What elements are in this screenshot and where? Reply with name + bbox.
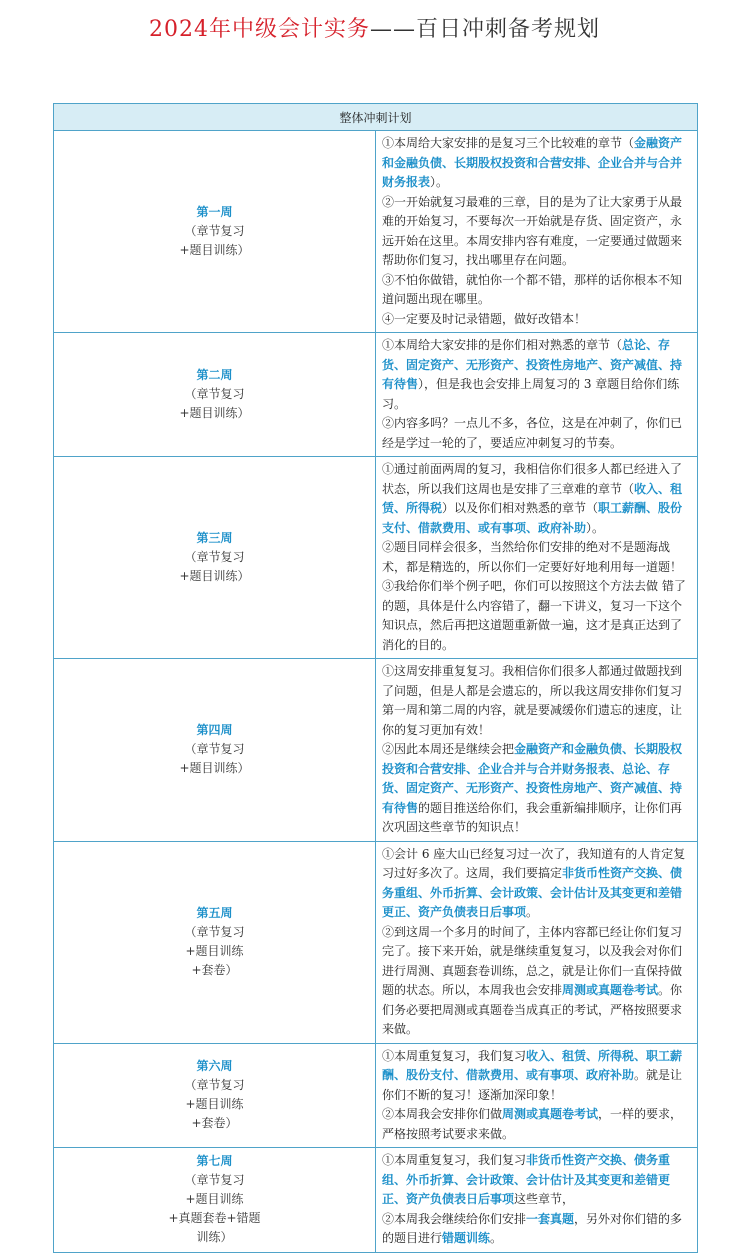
week-label-cell	[54, 659, 376, 842]
week-subtitle: +题目训练）	[179, 406, 250, 420]
paragraph-text: ③不怕你做错，就怕你一个都不错，那样的话你根本不知道问题出现在哪里。	[382, 272, 683, 306]
title-plan: 百日冲刺备考规划	[415, 17, 600, 42]
plan-paragraph	[382, 662, 691, 740]
paragraph-text: 。就是让你们不断的复习！逐渐加深印象！	[382, 1068, 683, 1102]
plan-paragraph	[382, 845, 691, 923]
plan-paragraph	[382, 414, 691, 453]
week-content-cell	[376, 457, 698, 659]
plan-paragraph	[382, 134, 691, 193]
week-label-cell	[54, 1043, 376, 1148]
paragraph-text: ④一定要及时记录错题，做好改错本！	[382, 311, 587, 326]
week-subtitle: +题目训练）	[179, 761, 250, 776]
paragraph-text: ②本周我会安排你们做	[382, 1107, 503, 1121]
paragraph-text: 。	[490, 1231, 503, 1245]
paragraph-text: ②题目同样会很多，当然给你们安排的绝对不是题海战术，都是精选的，所以你们一定要好好地利用每一道题！	[382, 540, 683, 574]
week-title: 第七周	[196, 1154, 233, 1169]
paragraph-text: ①本周给大家安排的是你们相对熟悉的章节（	[382, 338, 623, 352]
week-row	[54, 1148, 698, 1253]
chapter-highlight: 周测或真题卷考试	[562, 983, 659, 997]
week-label-cell	[54, 457, 376, 659]
chapter-highlight: 非货币性资产交换、债务重组、外币折算、会计政策、会计估计及其变更和差错更正、资产负债表日后事项	[382, 866, 683, 919]
plan-paragraph	[382, 1047, 691, 1106]
week-label-cell	[54, 1148, 376, 1253]
week-content-cell	[376, 841, 698, 1043]
paragraph-text: ①本周给大家安排的是复习三个比较难的章节（	[382, 136, 635, 150]
week-title: 第一周	[196, 205, 233, 219]
week-row	[54, 457, 698, 659]
plan-paragraph	[382, 923, 691, 1040]
week-subtitle: （章节复习	[184, 925, 245, 939]
chapter-highlight: 职工薪酬、股份支付、借款费用、或有事项、政府补助	[382, 501, 683, 535]
paragraph-text: ，另外对你们错的多的题目进行	[382, 1211, 683, 1245]
plan-paragraph	[382, 1151, 691, 1210]
plan-paragraph	[382, 577, 691, 655]
week-row	[54, 131, 698, 333]
paragraph-text: ①会计 6 座大山已经复习过一次了，我知道有的人肯定复习过好多次了。这周，我们要搞定	[382, 846, 686, 880]
paragraph-text: 。	[526, 905, 539, 919]
title-dash: ——	[369, 17, 416, 42]
week-subtitle: +题目训练	[185, 944, 244, 958]
week-row	[54, 841, 698, 1043]
week-content-cell	[376, 333, 698, 457]
paragraph-text: ①这周安排重复复习。我相信你们很多人都通过做题找到了问题，但是人都是会遗忘的，所以我这周安排你们复习第一周和第二周的内容，就是要减缓你们遗忘的速度，让你的复习更加有效！	[382, 664, 683, 737]
plan-paragraph	[382, 336, 691, 414]
week-label-cell	[54, 333, 376, 457]
week-subtitle: （章节复习	[184, 742, 245, 757]
week-row	[54, 659, 698, 842]
paragraph-text: ①本周重复复习，我们复习	[382, 1153, 527, 1167]
plan-paragraph	[382, 460, 691, 538]
week-subtitle: +套卷）	[191, 963, 238, 977]
chapter-highlight: 金融资产和金融负债、长期股权投资和合营安排、企业合并与合并财务报表	[382, 136, 683, 189]
week-subtitle: （章节复习	[184, 387, 245, 401]
paragraph-text: 的题目推送给你们，我会重新编排顺序，让你们再次巩固这些章节的知识点！	[382, 800, 683, 834]
paragraph-text: ）。	[430, 175, 449, 189]
paragraph-text: ）以及你们相对熟悉的章节（	[442, 501, 599, 515]
paragraph-text: ①本周重复复习，我们复习	[382, 1048, 527, 1063]
chapter-highlight: 收入、租赁、所得税	[382, 481, 683, 515]
week-label-cell	[54, 841, 376, 1043]
week-subtitle: +题目训练）	[179, 569, 250, 583]
paragraph-text: ②到这周一个多月的时间了，主体内容都已经让你们复习完了。接下来开始，就是继续重复复习，以及我会对你们进行周测、真题套卷训练，总之，就是让你们一直保持做题的状态。所以，本周我也会安排	[382, 924, 683, 997]
plan-paragraph	[382, 538, 691, 577]
paragraph-text: ①通过前面两周的复习，我相信你们很多人都已经进入了状态，所以我们这周也是安排了三章难的章节（	[382, 462, 683, 496]
paragraph-text: ②内容多吗？一点儿不多，各位，这是在冲刺了，你们已经是学过一轮的了，要适应冲刺复习的节奏。	[382, 416, 683, 450]
week-subtitle: +题目训练	[185, 1097, 244, 1112]
week-title: 第五周	[196, 906, 233, 920]
chapter-highlight: 非货币性资产交换、债务重组、外币折算、会计政策、会计估计及其变更和差错更正、资产负债表日后事项	[382, 1153, 671, 1206]
paragraph-text: ③我给你们举个例子吧，你们可以按照这个方法去做 错了的题，具体是什么内容错了，翻一下讲义，复习一下这个知识点，然后再把这道题重新做一遍，这才是真正达到了消化的目的。	[382, 579, 686, 652]
paragraph-text: ），但是我也会安排上周复习的 3 章题目给你们练习。	[382, 377, 680, 411]
paragraph-text: ，一样的要求，严格按照考试要求来做。	[382, 1107, 683, 1141]
week-subtitle: 训练）	[196, 1230, 233, 1245]
plan-paragraph	[382, 740, 691, 838]
sprint-plan-table	[53, 103, 698, 1253]
chapter-highlight: 收入、租赁、所得税、职工薪酬、股份支付、借款费用、或有事项、政府补助	[382, 1048, 683, 1082]
plan-paragraph	[382, 193, 691, 271]
week-subtitle: +套卷）	[191, 1116, 238, 1131]
plan-paragraph	[382, 310, 691, 330]
page-title	[0, 12, 749, 43]
week-title: 第二周	[196, 368, 233, 382]
week-row	[54, 1043, 698, 1148]
chapter-highlight: 一套真题	[526, 1211, 575, 1226]
paragraph-text: ②一开始就复习最难的三章，目的是为了让大家勇于从最难的开始复习，不要每次一开始就是存货、固定资产，永远开始在这里。本周安排内容有难度，一定要通过做题来帮助你们复习，找出哪里存在问题。	[382, 194, 683, 267]
paragraph-text: 。你们务必要把周测或真题卷当成真正的考试，严格按照要求来做。	[382, 983, 683, 1036]
chapter-highlight: 总论、存货、固定资产、无形资产、投资性房地产、资产减值、持有待售	[382, 338, 683, 391]
paragraph-text: ②本周我会继续给你们安排	[382, 1211, 527, 1226]
week-title: 第六周	[196, 1059, 233, 1074]
week-subtitle: （章节复习	[184, 550, 245, 564]
week-subtitle: +题目训练	[185, 1192, 244, 1207]
chapter-highlight: 错题训练	[442, 1231, 491, 1245]
week-subtitle: （章节复习	[184, 1173, 245, 1188]
week-subtitle: （章节复习	[184, 224, 245, 238]
week-subtitle: +题目训练）	[179, 243, 250, 257]
plan-paragraph	[382, 1210, 691, 1249]
week-subtitle: +真题套卷+错题	[168, 1211, 261, 1226]
week-title: 第四周	[196, 723, 233, 738]
week-content-cell	[376, 1043, 698, 1148]
week-content-cell	[376, 659, 698, 842]
week-label-cell	[54, 131, 376, 333]
chapter-highlight: 金融资产和金融负债、长期股权投资和合营安排、企业合并与合并财务报表、总论、存货、固定资产、无形资产、投资性房地产、资产减值、持有待售	[382, 742, 683, 815]
week-title: 第三周	[196, 531, 233, 545]
table-header: 整体冲刺计划	[54, 104, 698, 131]
paragraph-text: ）。	[586, 520, 605, 535]
chapter-highlight: 周测或真题卷考试	[502, 1107, 599, 1121]
plan-paragraph	[382, 271, 691, 310]
week-subtitle: （章节复习	[184, 1078, 245, 1093]
week-content-cell	[376, 1148, 698, 1253]
plan-paragraph	[382, 1105, 691, 1144]
week-content-cell	[376, 131, 698, 333]
title-year-subject: 2024年中级会计实务	[148, 17, 370, 42]
week-row	[54, 333, 698, 457]
paragraph-text: 这些章节，	[514, 1192, 575, 1206]
paragraph-text: ②因此本周还是继续会把	[382, 742, 515, 756]
